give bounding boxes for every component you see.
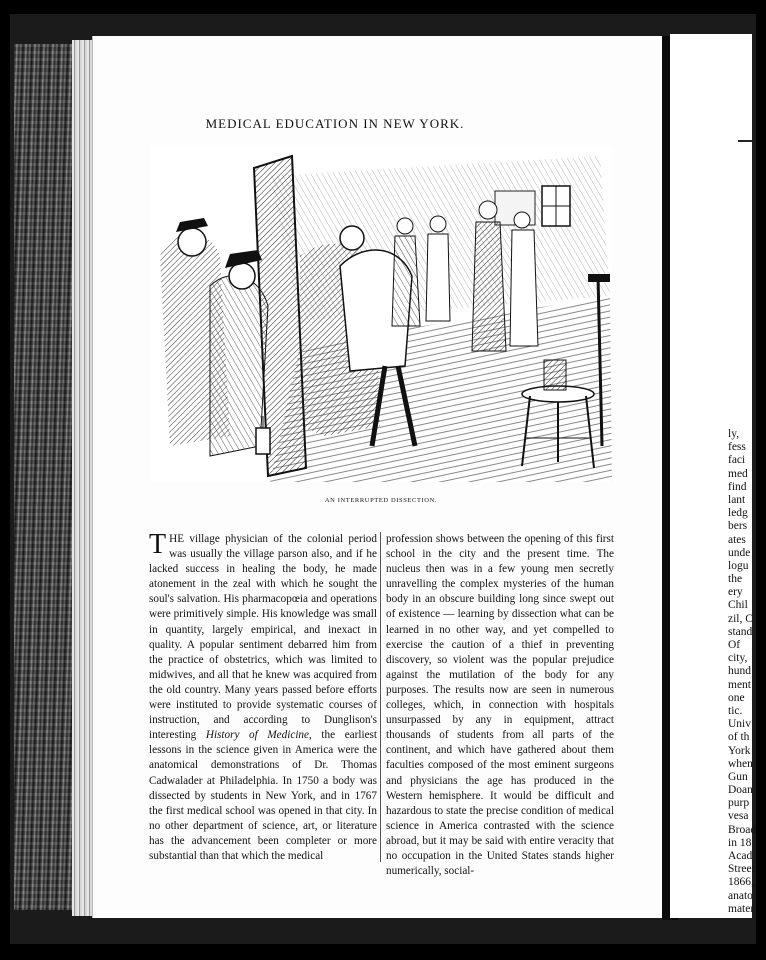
facing-page-line: vesa (728, 810, 749, 823)
facing-page-line: in 18 (728, 836, 752, 849)
article-column-left (149, 529, 378, 864)
scan-border-left (0, 0, 10, 960)
book-title-italic: History of Medicine (205, 729, 309, 742)
facing-page-line: of th (728, 731, 750, 744)
facing-page-line: Of (728, 639, 741, 651)
marbled-fore-edge (14, 44, 72, 910)
article-column-right (386, 532, 614, 879)
facing-page-line: Acad (728, 850, 753, 862)
drop-cap: T (149, 529, 167, 560)
left-column-text-start: HE village physician of the colonial period was usually the village parson also, and if he lacked success in healing the body, he made atonement in the zeal with which he sought the soul's salvation. His pharmacopœia and operations were primitively simple. His knowledge was small in quantity, largely empirical, and inexact in quality. A popular sentiment debarred him from the practice of obstetrics, which was limited to midwives, and all that he knew was acquired from the old country. Many years passed before efforts were instituted to provide systematic courses of instruction, and according to Dunglison's interesting (149, 533, 377, 742)
facing-page-line: hund (728, 665, 751, 678)
facing-page-line: logu (728, 559, 749, 572)
facing-page-line: anato (728, 889, 753, 902)
facing-page-line: Broad (728, 823, 757, 836)
facing-page-line: Gun (728, 770, 748, 783)
facing-page-line: ery (728, 586, 743, 599)
facing-page-line: Univ (728, 718, 751, 731)
facing-page-line: York (728, 744, 751, 757)
left-column-text-end: , the earliest lessons in the science given in America were the anatomical demonstrations of Dr. Thomas Cadwalader at Philadelphia. In 1750 a body was dissected by students in New York, and in 1767 the first medical school was opened in that city. In no other department of science, art, or literature has the advancement been completer or more substantial than that which the medical (149, 729, 378, 862)
right-column-text: profession shows between the opening of this first school in the city and the present time. The nucleus then was in a few young men secretly unravelling the complex mysteries of the human body in an obscure building long since swept out of existence — learning by dissection what can be learned in no other way, and yet compelled to exercise the caution of a thief in preventing discovery, so violent was the popular prejudice against the mutilation of the body for any purposes. The results now are seen in numerous colleges, which, in connection with hospitals unsurpassed by any in equipment, attract thousands of students from all parts of the continent, and which have gathered about them faculties composed of the most eminent surgeons and physicians the age has produced in the Western hemisphere. It would be difficult and hazardous to state the precise condition of medical science in America contrasted with the science abroad, but it may be said with entire veracity that no occupation in the United States stands higher numerically, social- (386, 533, 614, 878)
facing-page-line: faci (728, 454, 746, 467)
scan-border-bottom (0, 944, 766, 960)
facing-page-line: bers (728, 520, 748, 533)
column-divider (380, 532, 381, 862)
facing-page-line: unde (728, 546, 751, 559)
lantern (256, 428, 270, 454)
facing-page-line: ates (728, 533, 746, 546)
facing-page-line: stand (728, 625, 753, 638)
facing-page-line: Chil (728, 599, 748, 612)
facing-page-line: fess (728, 441, 746, 454)
facing-page-line: mater (728, 902, 755, 915)
facing-page-line: when (728, 757, 753, 770)
facing-page-line: find (728, 480, 747, 493)
facing-page-line: ment (728, 678, 751, 691)
facing-page-line: ledg (728, 507, 748, 520)
scan-border-top (0, 0, 766, 14)
dissection-illustration (150, 146, 612, 482)
facing-page-line: med (728, 467, 748, 480)
facing-page-line: lant (728, 493, 746, 506)
facing-page-line: Doan (728, 784, 753, 797)
running-head: MEDICAL EDUCATION IN NEW YORK. (205, 116, 465, 131)
facing-page-line: purp (728, 797, 750, 810)
book-page-right (670, 34, 757, 918)
illustration-caption: AN INTERRUPTED DISSECTION. (324, 497, 438, 504)
facing-page-line: 1866, (728, 876, 754, 889)
facing-page-rule (738, 140, 752, 142)
page-edges (72, 40, 94, 916)
facing-page-line: zil, C (728, 612, 753, 625)
facing-page-line: Street (728, 863, 755, 876)
facing-page-line: tic. (728, 704, 743, 717)
facing-page-line: city, (728, 652, 748, 665)
facing-page-text (728, 428, 758, 916)
facing-page-line: one (728, 691, 745, 704)
facing-page-line: the (728, 573, 743, 586)
facing-page-line: ly, (728, 428, 740, 440)
